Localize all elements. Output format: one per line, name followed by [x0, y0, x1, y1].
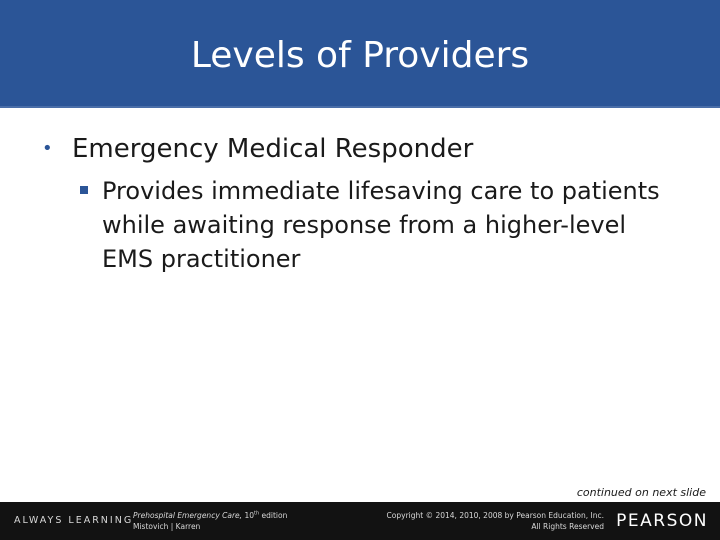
edition-number: 10 [244, 511, 254, 520]
slide-title: Levels of Providers [190, 35, 530, 76]
edition-suffix: th [254, 510, 260, 517]
footer-bar [0, 502, 720, 540]
bullet-level-1-text: Emergency Medical Responder [72, 134, 474, 164]
edition-word: edition [261, 511, 288, 520]
book-title: Prehospital Emergency Care, [133, 511, 243, 520]
pearson-logo: PEARSON [616, 511, 708, 531]
book-authors: Mistovich | Karren [133, 522, 201, 531]
bullet-square-icon [80, 186, 88, 194]
footer-book-info [133, 510, 287, 532]
always-learning-tagline: ALWAYS LEARNING [14, 515, 134, 526]
title-bar [0, 0, 720, 108]
bullet-level-2-text: Provides immediate lifesaving care to patients while awaiting response from a higher-level EMS practitioner [102, 177, 660, 273]
footer-copyright [387, 510, 604, 532]
copyright-line-1: Copyright © 2014, 2010, 2008 by Pearson Education, Inc. [386, 511, 604, 520]
copyright-line-2: All Rights Reserved [531, 522, 604, 531]
bullet-dot-icon: • [42, 138, 53, 159]
continued-note: continued on next slide [576, 486, 706, 499]
